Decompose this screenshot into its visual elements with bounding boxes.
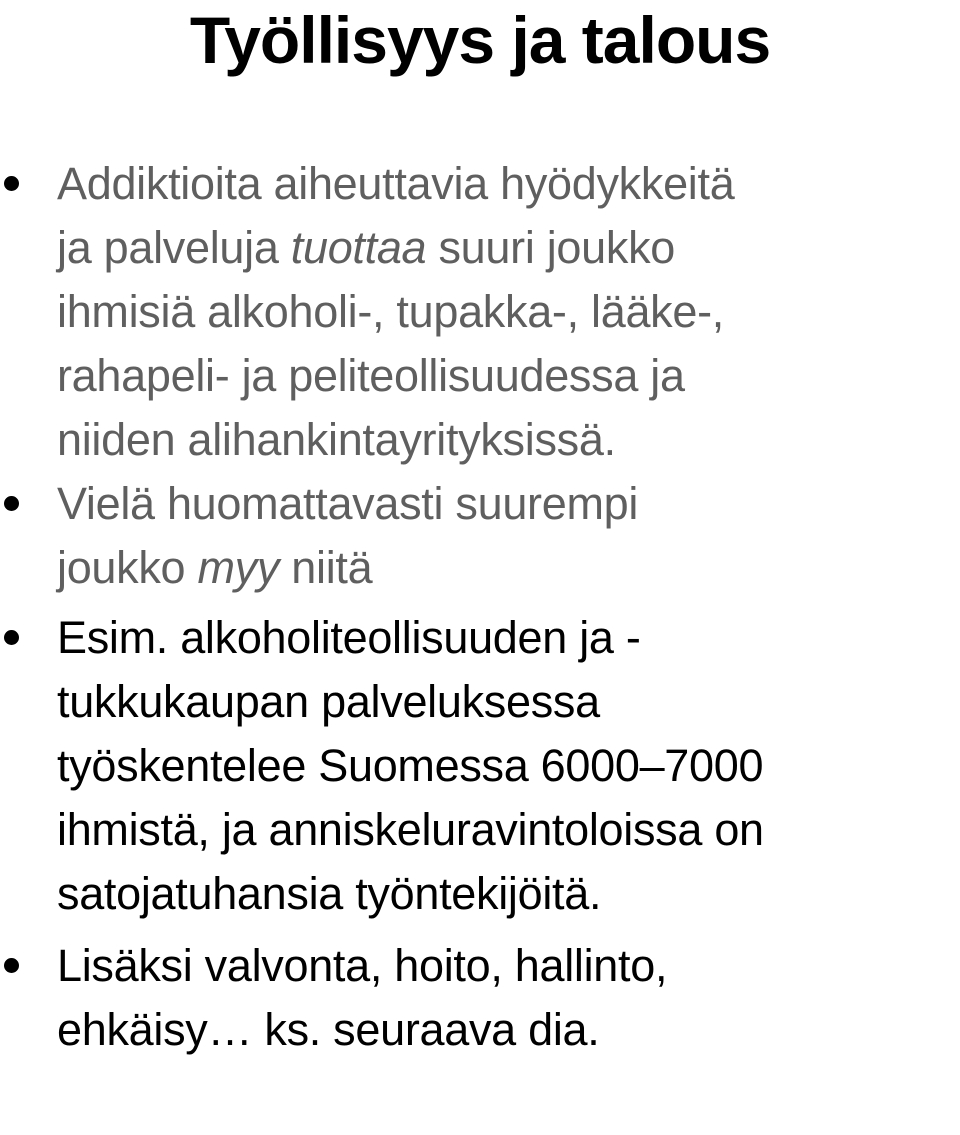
bullet-item bbox=[0, 152, 960, 472]
emphasis-text: tuottaa bbox=[290, 222, 427, 273]
bullet-list bbox=[0, 152, 960, 1062]
bullet-line-text: suuri joukko bbox=[426, 222, 676, 273]
bullet-line: satojatuhansia työntekijöitä. bbox=[57, 868, 602, 919]
bullet-line: Esim. alkoholiteollisuuden ja - bbox=[57, 612, 641, 663]
bullet-dot-icon bbox=[4, 958, 19, 973]
bullet-line bbox=[57, 536, 960, 600]
bullet-line: tukkukaupan palveluksessa bbox=[57, 676, 600, 727]
bullet-dot-icon bbox=[4, 176, 19, 191]
emphasis-text: myy bbox=[197, 542, 280, 593]
bullet-line: Addiktioita aiheuttavia hyödykkeitä bbox=[57, 158, 735, 209]
bullet-line: Vielä huomattavasti suurempi bbox=[57, 478, 639, 529]
bullet-line: niiden alihankintayrityksissä. bbox=[57, 414, 616, 465]
bullet-item bbox=[0, 472, 960, 600]
bullet-item bbox=[0, 606, 960, 926]
bullet-line bbox=[57, 216, 960, 280]
bullet-line: ihmisiä alkoholi-, tupakka-, lääke-, bbox=[57, 286, 724, 337]
bullet-line: ehkäisy… ks. seuraava dia. bbox=[57, 1004, 600, 1055]
bullet-dot-icon bbox=[4, 496, 19, 511]
slide-title: Työllisyys ja talous bbox=[189, 3, 771, 77]
bullet-line: Lisäksi valvonta, hoito, hallinto, bbox=[57, 940, 668, 991]
bullet-line: työskentelee Suomessa 6000–7000 bbox=[57, 740, 764, 791]
bullet-line: ihmistä, ja anniskeluravintoloissa on bbox=[57, 804, 764, 855]
bullet-line-text: joukko bbox=[57, 542, 198, 593]
bullet-line: rahapeli- ja peliteollisuudessa ja bbox=[57, 350, 685, 401]
bullet-line-text: ja palveluja bbox=[57, 222, 291, 273]
bullet-dot-icon bbox=[4, 630, 19, 645]
bullet-line-text: niitä bbox=[279, 542, 373, 593]
bullet-item bbox=[0, 934, 960, 1062]
